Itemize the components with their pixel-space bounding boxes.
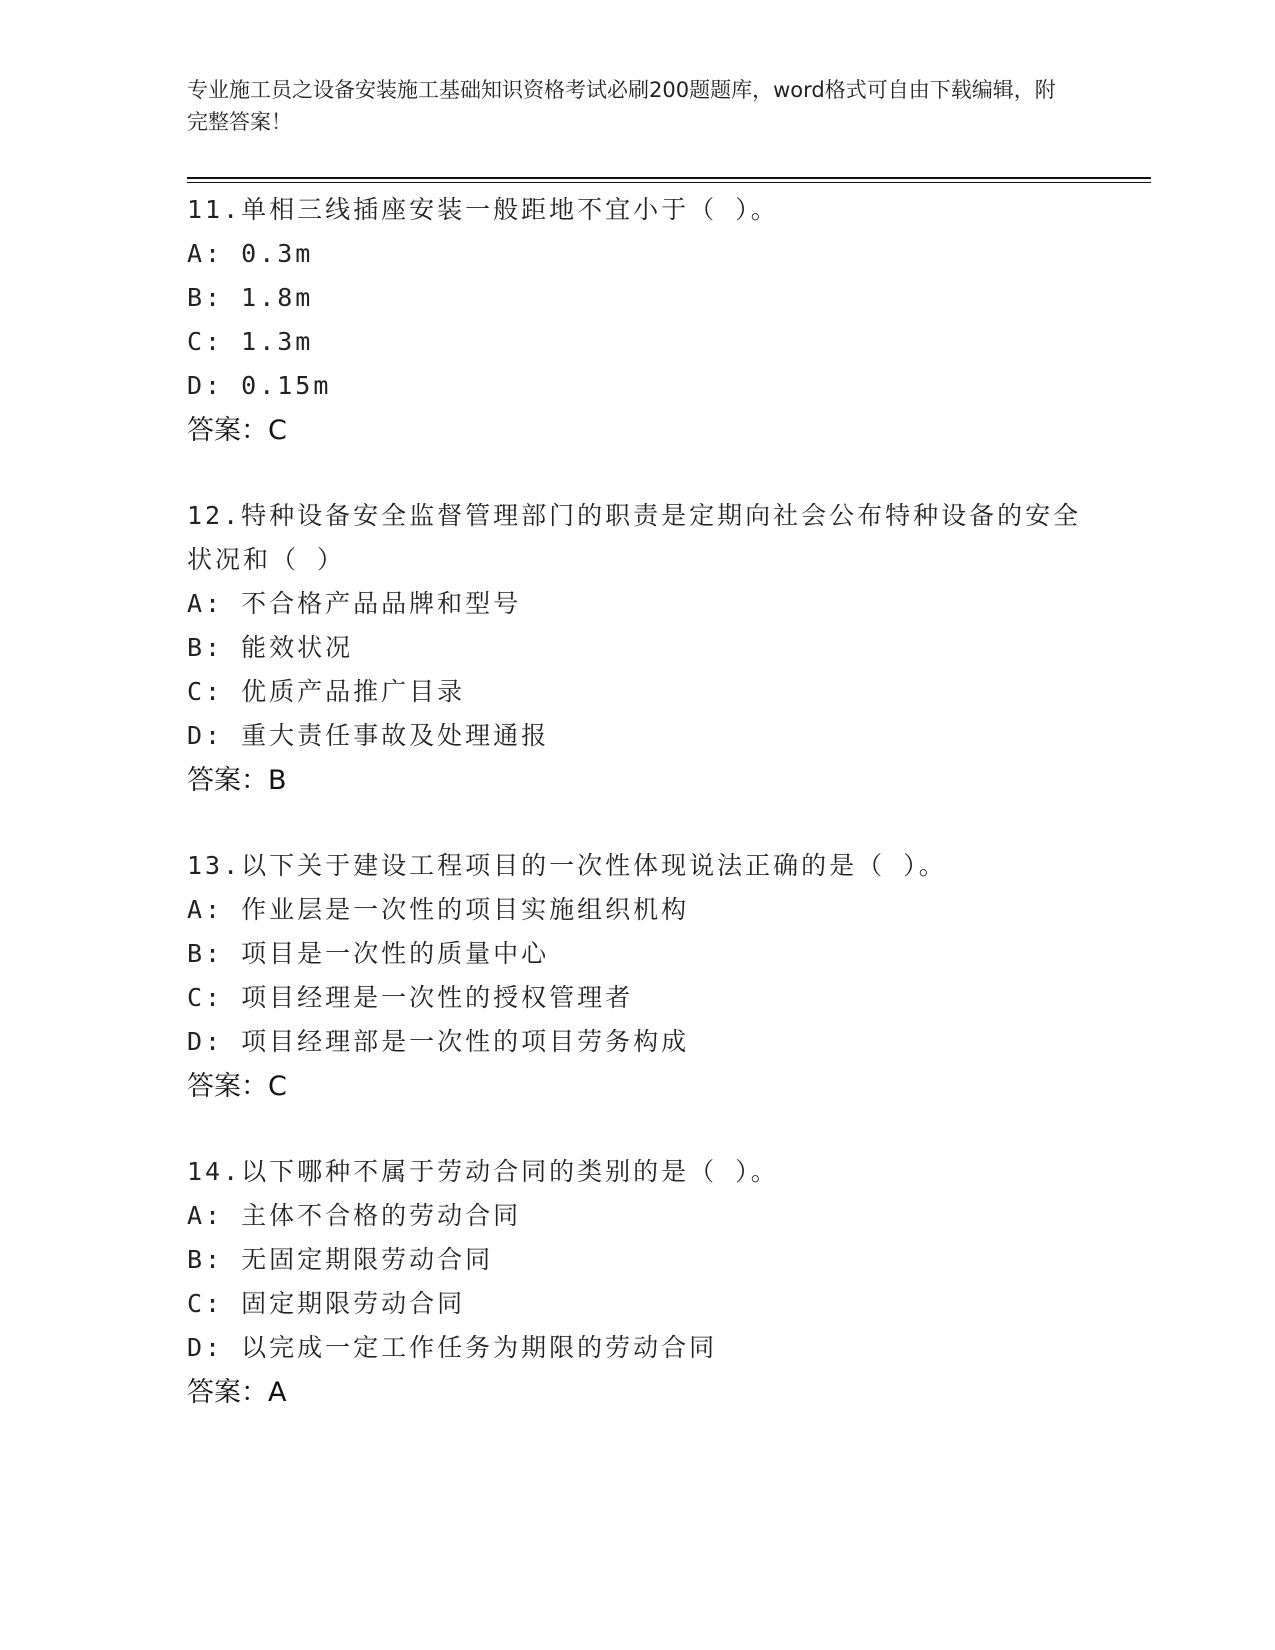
option-b: B: 项目是一次性的质量中心 bbox=[187, 939, 550, 968]
answer: 答案：C bbox=[187, 415, 287, 446]
option-d: D: 以完成一定工作任务为期限的劳动合同 bbox=[187, 1333, 718, 1362]
header-rule-thick bbox=[187, 177, 1151, 179]
option-a: A: 作业层是一次性的项目实施组织机构 bbox=[187, 895, 690, 924]
option-a: A: 主体不合格的劳动合同 bbox=[187, 1201, 522, 1230]
answer: 答案：B bbox=[187, 765, 287, 796]
option-b: B: 1.8m bbox=[187, 283, 314, 312]
option-c: C: 项目经理是一次性的授权管理者 bbox=[187, 983, 634, 1012]
question-11 bbox=[187, 188, 1087, 454]
option-d: D: 重大责任事故及处理通报 bbox=[187, 721, 550, 750]
answer: 答案：C bbox=[187, 1071, 287, 1102]
question-list bbox=[187, 188, 1087, 1456]
question-stem: 13.以下关于建设工程项目的一次性体现说法正确的是（ ）。 bbox=[187, 851, 947, 880]
question-12 bbox=[187, 494, 1087, 804]
question-stem: 14.以下哪种不属于劳动合同的类别的是（ ）。 bbox=[187, 1157, 779, 1186]
question-14 bbox=[187, 1150, 1087, 1416]
option-d: D: 项目经理部是一次性的项目劳务构成 bbox=[187, 1027, 690, 1056]
document-header: 专业施工员之设备安装施工基础知识资格考试必刷200题题库，word格式可自由下载编辑，附完整答案！ bbox=[187, 78, 1056, 134]
option-c: C: 1.3m bbox=[187, 327, 314, 356]
header-rule-thin bbox=[187, 182, 1151, 183]
option-b: B: 能效状况 bbox=[187, 633, 354, 662]
question-13 bbox=[187, 844, 1087, 1110]
question-stem: 11.单相三线插座安装一般距地不宜小于（ ）。 bbox=[187, 195, 779, 224]
option-d: D: 0.15m bbox=[187, 371, 332, 400]
answer: 答案：A bbox=[187, 1377, 287, 1408]
option-a: A: 0.3m bbox=[187, 239, 314, 268]
question-stem: 12.特种设备安全监督管理部门的职责是定期向社会公布特种设备的安全状况和（ ） bbox=[187, 501, 1082, 574]
option-a: A: 不合格产品品牌和型号 bbox=[187, 589, 522, 618]
option-c: C: 固定期限劳动合同 bbox=[187, 1289, 466, 1318]
option-b: B: 无固定期限劳动合同 bbox=[187, 1245, 494, 1274]
option-c: C: 优质产品推广目录 bbox=[187, 677, 466, 706]
